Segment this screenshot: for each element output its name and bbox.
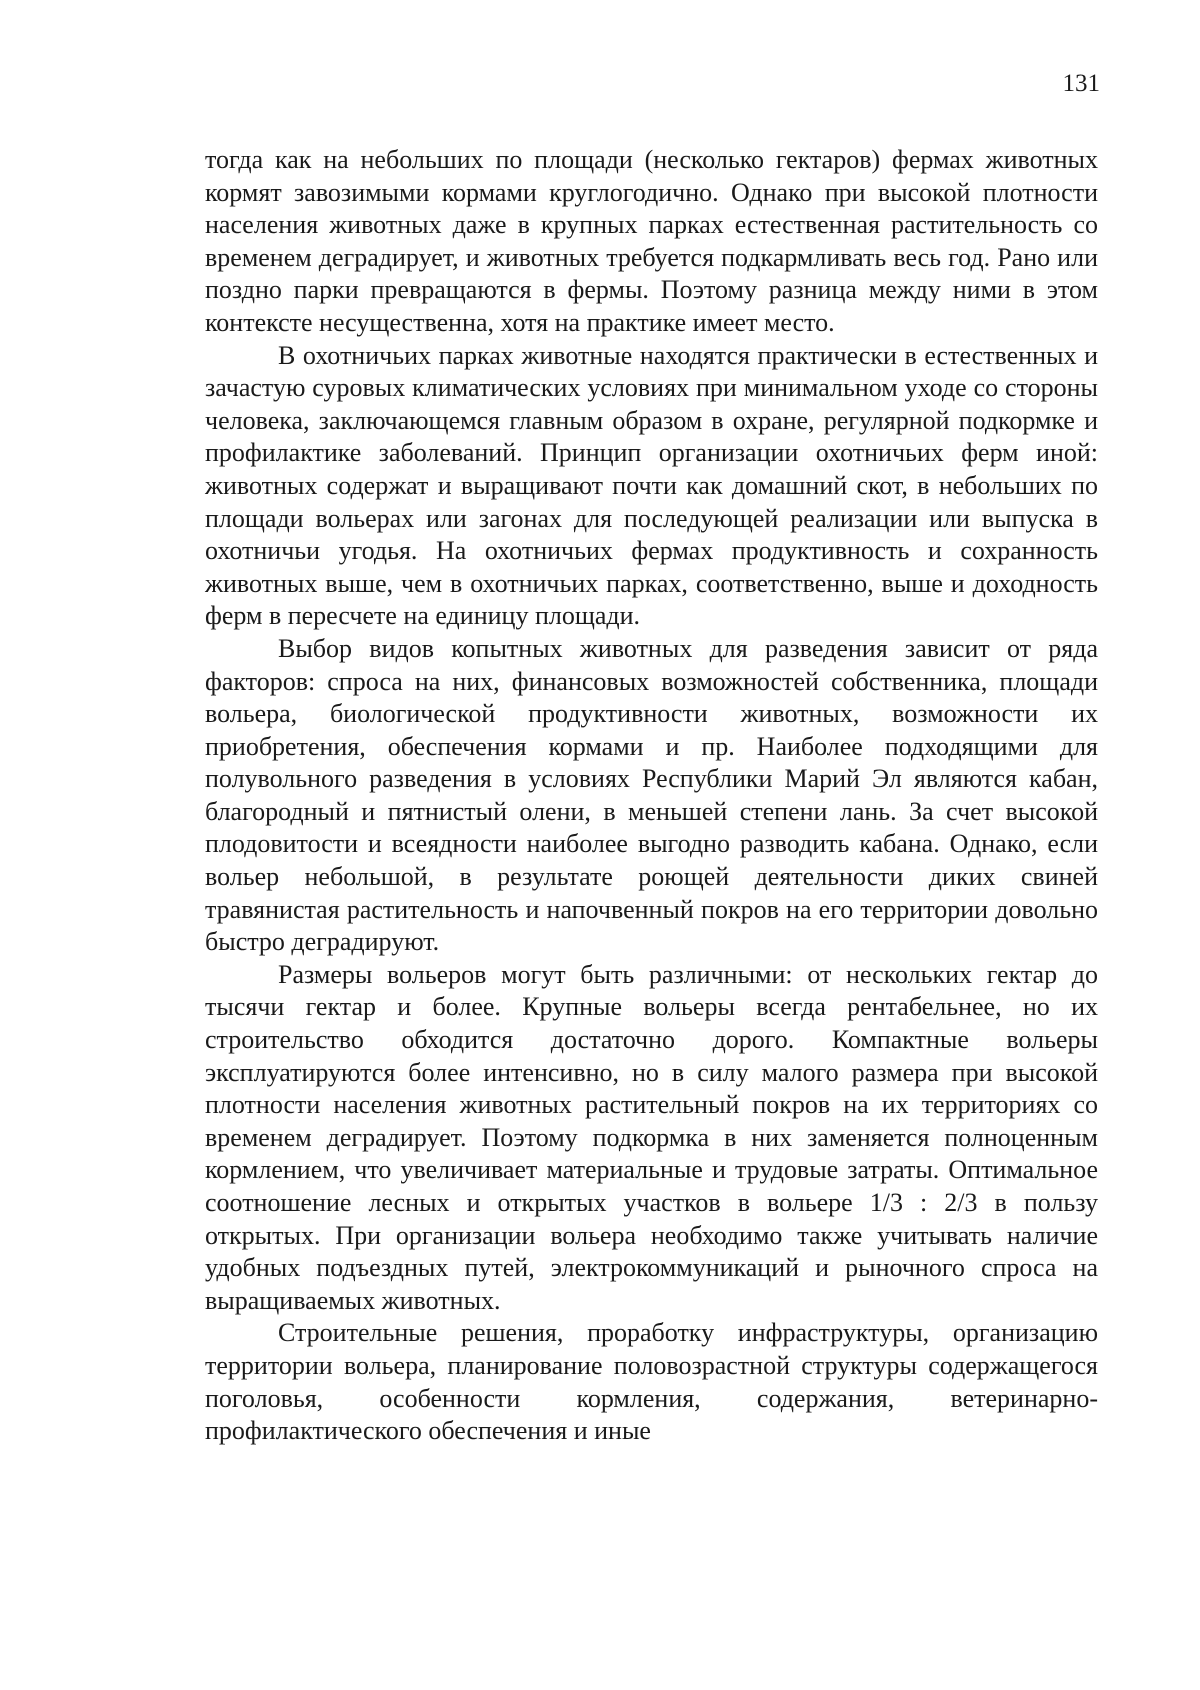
paragraph-5: Строительные решения, проработку инфраструктуры, организацию территории вольера, планирование половозрастной структуры содержащегося поголовья, особенности кормления, содержания, ветеринарно-профилактического обеспечения и иные — [205, 1318, 1098, 1446]
paragraph-4: Размеры вольеров могут быть различными: от нескольких гектар до тысячи гектар и более. Крупные вольеры всегда рентабельнее, но их строительство обходится достаточно дорого. Компактные вольеры эксплуатируются более интенсивно, но в силу малого размера при высокой плотности населения животных растительный покров на их территориях со временем деградирует. Поэтому подкормка в них заменяется полноценным кормлением, что увеличивает материальные и трудовые затраты. Оптимальное соотношение лесных и открытых участков в вольере 1/3 : 2/3 в пользу открытых. При организации вольера необходимо также учитывать наличие удобных подъездных путей, электрокоммуникаций и рыночного спроса на выращиваемых животных. — [205, 959, 1098, 1315]
paragraph-2: В охотничьих парках животные находятся практически в естественных и зачастую суровых климатических условиях при минимальном уходе со стороны человека, заключающемся главным образом в охране, регулярной подкормке и профилактике заболеваний. Принцип организации охотничьих ферм иной: животных содержат и выращивают почти как домашний скот, в небольших по площади вольерах или загонах для последующей реализации или выпуска в охотничьи угодья. На охотничьих фермах продуктивность и сохранность животных выше, чем в охотничьих парках, соответственно, выше и доходность ферм в пересчете на единицу площади. — [205, 340, 1098, 631]
paragraph-1: тогда как на небольших по площади (несколько гектаров) фермах животных кормят завозимыми кормами круглогодично. Однако при высокой плотности населения животных даже в крупных парках естественная растительность со временем деградирует, и животных требуется подкармливать весь год. Рано или поздно парки превращаются в фермы. Поэтому разница между ними в этом контексте несущественна, хотя на практике имеет место. — [205, 145, 1098, 337]
page-number: 131 — [1062, 70, 1100, 97]
document-body — [205, 144, 1098, 1448]
paragraph-3: Выбор видов копытных животных для разведения зависит от ряда факторов: спроса на них, финансовых возможностей собственника, площади вольера, биологической продуктивности животных, возможности их приобретения, обеспечения кормами и пр. Наиболее подходящими для полувольного разведения в условиях Республики Марий Эл являются кабан, благородный и пятнистый олени, в меньшей степени лань. За счет высокой плодовитости и всеядности наиболее выгодно разводить кабана. Однако, если вольер небольшой, в результате роющей деятельности диких свиней травянистая растительность и напочвенный покров на его территории довольно быстро деградируют. — [205, 633, 1098, 957]
